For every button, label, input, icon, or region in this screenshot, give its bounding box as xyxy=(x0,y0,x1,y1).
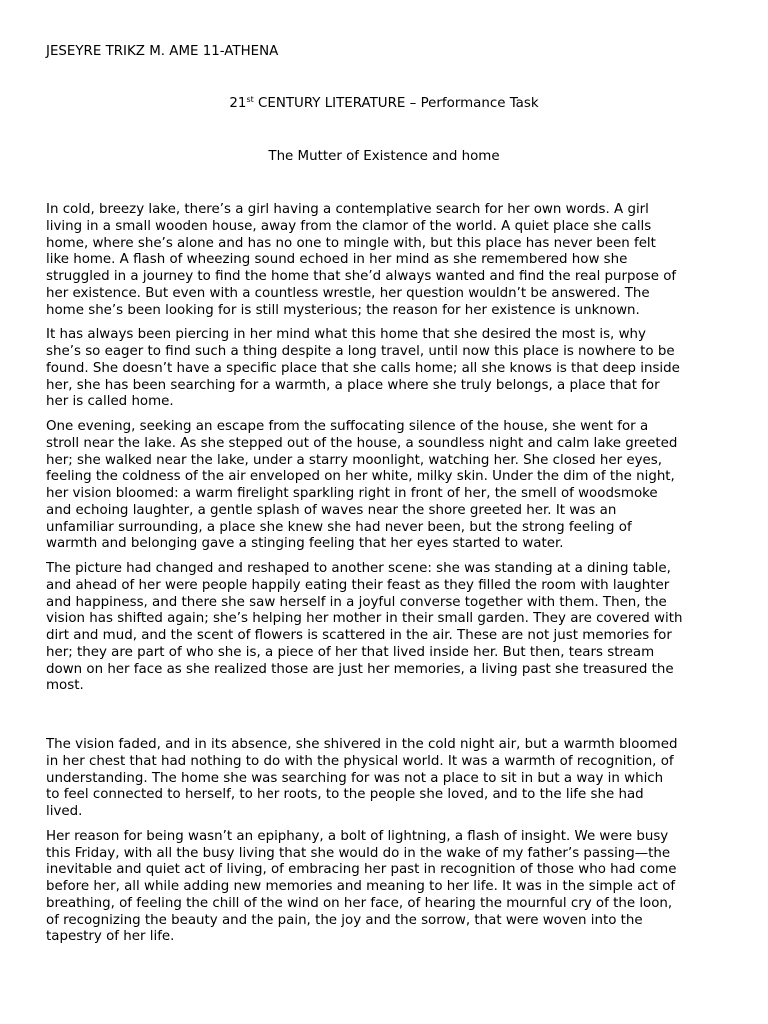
paragraph-3 xyxy=(46,419,726,553)
paragraph-line: breathing, of feeling the chill of the wind on her face, of hearing the mournful cry of the loon, xyxy=(46,895,673,911)
paragraph-line: to feel connected to herself, to her roots, to the people she loved, and to the life she had xyxy=(46,787,644,803)
paragraph-line: and echoing laughter, a gentle splash of waves near the shore greeted her. It was an xyxy=(46,502,617,518)
paragraph-line: this Friday, with all the busy living that she would do in the wake of my father’s passing—the xyxy=(46,845,671,861)
paragraph-line: found. She doesn’t have a specific place that she calls home; all she knows is that deep inside xyxy=(46,360,680,376)
author-line: JESEYRE TRIKZ M. AME 11-ATHENA xyxy=(46,44,279,59)
paragraph-line: home she’s been looking for is still mysterious; the reason for her existence is unknown. xyxy=(46,302,640,318)
paragraph-line: lived. xyxy=(46,804,83,819)
paragraph-line: Her reason for being wasn’t an epiphany, a bolt of lightning, a flash of insight. We were busy xyxy=(46,828,669,844)
paragraph-line: her; they are part of who she is, a piece of her that lived inside her. But then, tears stream xyxy=(46,644,655,660)
paragraph-line: feeling the coldness of the air enveloped on her white, milky skin. Under the dim of the night, xyxy=(46,469,675,485)
paragraph-2 xyxy=(46,327,726,411)
course-heading xyxy=(0,95,768,112)
paragraph-line: One evening, seeking an escape from the suffocating silence of the house, she went for a xyxy=(46,419,649,434)
course-suffix: CENTURY LITERATURE – Performance Task xyxy=(253,96,539,111)
paragraph-line: struggled in a journey to find the home that she’d always wanted and find the real purpose of xyxy=(46,269,677,284)
paragraph-line: It has always been piercing in her mind what this home that she desired the most is, why xyxy=(46,327,646,343)
paragraph-line: her existence. But even with a countless wrestle, her question wouldn’t be answered. The xyxy=(46,285,650,301)
paragraph-line: down on her face as she realized those are just her memories, a living past she treasured the xyxy=(46,661,674,677)
paragraph-line: her; she walked near the lake, under a starry moonlight, watching her. She closed her eyes, xyxy=(46,452,663,468)
paragraph-line: understanding. The home she was searching for was not a place to sit in but a way in which xyxy=(46,770,664,786)
paragraph-line: and ahead of her were people happily eating their feast as they filled the room with laughter xyxy=(46,577,670,593)
paragraph-4 xyxy=(46,561,726,695)
paragraph-line: her vision bloomed: a warm firelight sparkling right in front of her, the smell of woodsmoke xyxy=(46,486,658,501)
paragraph-line: warmth and belonging gave a stinging feeling that her eyes started to water. xyxy=(46,536,564,552)
paragraph-line: she’s so eager to find such a thing despite a long travel, until now this place is nowhere to be xyxy=(46,344,675,359)
paragraph-line: tapestry of her life. xyxy=(46,929,175,945)
paragraph-5 xyxy=(46,737,726,821)
paragraph-1 xyxy=(46,202,726,319)
paragraph-line: and happiness, and there she saw herself in a joyful converse together with them. Then, the xyxy=(46,594,667,610)
paragraph-line: in her chest that had nothing to do with the physical world. It was a warmth of recognition, of xyxy=(46,753,674,769)
paragraph-line: her, she has been searching for a warmth, a place where she truly belongs, a place that for xyxy=(46,377,660,393)
paragraph-line: of recognizing the beauty and the pain, the joy and the sorrow, that were woven into the xyxy=(46,912,643,928)
essay-title: The Mutter of Existence and home xyxy=(268,149,500,164)
paragraph-line: dirt and mud, and the scent of flowers is scattered in the air. These are not just memories for xyxy=(46,628,672,643)
paragraph-line: home, where she’s alone and has no one to mingle with, but this place has never been felt xyxy=(46,235,656,251)
paragraph-line: The vision faded, and in its absence, she shivered in the cold night air, but a warmth bloomed xyxy=(46,737,678,752)
paragraph-line: before her, all while adding new memories and meaning to her life. It was in the simple act of xyxy=(46,879,676,894)
course-superscript: st xyxy=(246,95,254,104)
paragraph-line: unfamiliar surrounding, a place she knew she had never been, but the strong feeling of xyxy=(46,519,632,535)
blank-line xyxy=(46,703,726,737)
paragraph-line: vision has shifted again; she’s helping her mother in their small garden. They are covered with xyxy=(46,611,683,627)
paragraph-6 xyxy=(46,829,726,946)
paragraph-line: In cold, breezy lake, there’s a girl having a contemplative search for her own words. A girl xyxy=(46,202,649,217)
paragraph-line: her is called home. xyxy=(46,394,174,410)
paragraph-line: like home. A flash of wheezing sound echoed in her mind as she remembered how she xyxy=(46,252,628,268)
paragraph-line: living in a small wooden house, away from the clamor of the world. A quiet place she calls xyxy=(46,218,652,234)
paragraph-line: inevitable and quiet act of living, of embracing her past in recognition of those who had come xyxy=(46,862,677,878)
essay-body xyxy=(46,202,726,954)
course-prefix: 21 xyxy=(229,96,247,111)
paragraph-line: The picture had changed and reshaped to another scene: she was standing at a dining table, xyxy=(46,561,671,576)
paragraph-line: most. xyxy=(46,678,84,694)
paragraph-line: stroll near the lake. As she stepped out of the house, a soundless night and calm lake greeted xyxy=(46,435,678,451)
